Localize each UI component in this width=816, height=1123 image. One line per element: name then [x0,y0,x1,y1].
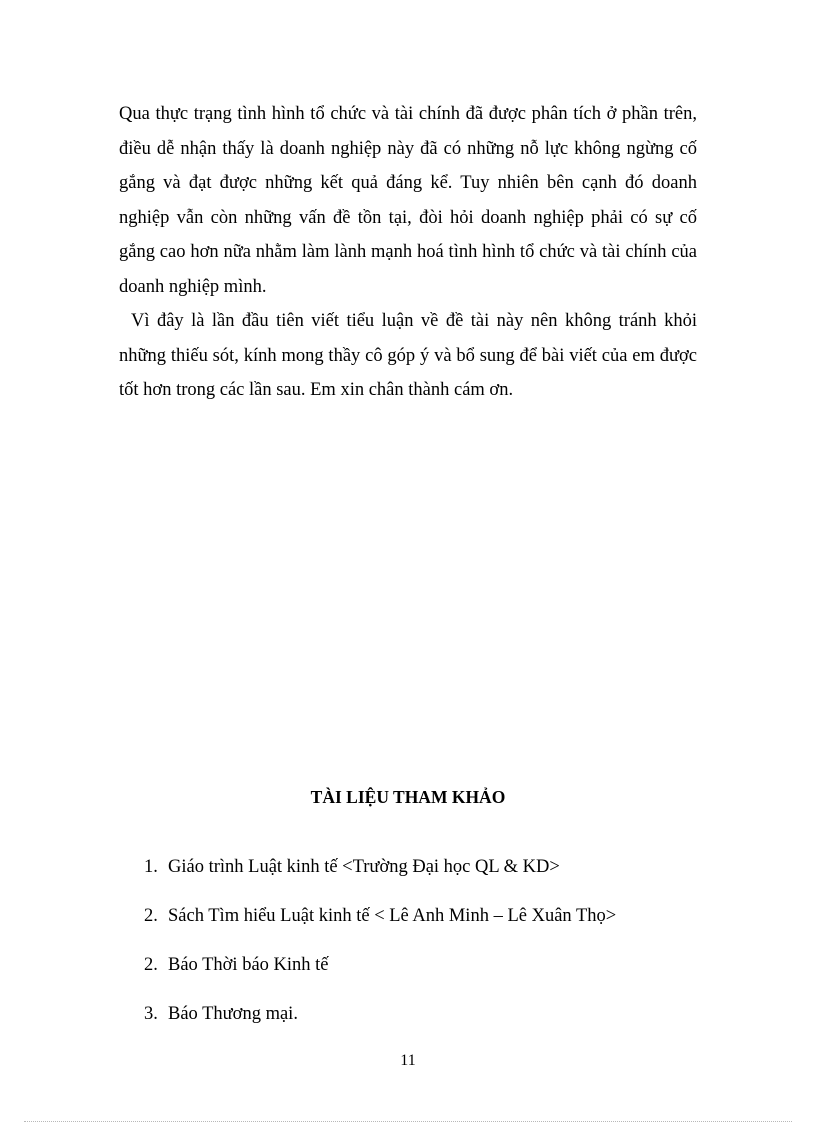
reference-item [144,853,616,902]
reference-text: Sách Tìm hiểu Luật kinh tế < Lê Anh Minh – Lê Xuân Thọ> [168,906,617,926]
reference-number: 2. [144,955,158,975]
page-number: 11 [400,1052,416,1069]
conclusion-paragraph: Qua thực trạng tình hình tổ chức và tài chính đã được phân tích ở phần trên, điều dễ nhận thấy là doanh nghiệp này đã có những nỗ lực không ngừng cố gắng và đạt được những kết quả đáng kể. Tuy nhiên bên cạnh đó doanh nghiệp vẫn còn những vấn đề tồn tại, đòi hỏi doanh nghiệp phải có sự cố gắng cao hơn nữa nhằm làm lành mạnh hoá tình hình tổ chức và tài chính của doanh nghiệp mình. [119,104,697,297]
reference-number: 3. [144,1004,158,1024]
references-list [144,853,616,1049]
reference-item [144,902,616,951]
reference-number: 1. [144,857,158,877]
reference-item [144,1000,616,1049]
page-bottom-divider [24,1121,792,1122]
thanks-paragraph: Vì đây là lần đầu tiên viết tiểu luận về đề tài này nên không tránh khỏi những thiếu sót, kính mong thầy cô góp ý và bổ sung để bài viết của em được tốt hơn trong các lần sau. Em xin chân thành cám ơn. [119,311,697,400]
references-heading: TÀI LIỆU THAM KHẢO [310,787,506,807]
reference-item [144,951,616,1000]
reference-number: 2. [144,906,158,926]
reference-text: Báo Thời báo Kinh tế [168,955,329,975]
reference-text: Giáo trình Luật kinh tế <Trường Đại học QL & KD> [168,857,560,877]
reference-text: Báo Thương mại. [168,1004,298,1024]
